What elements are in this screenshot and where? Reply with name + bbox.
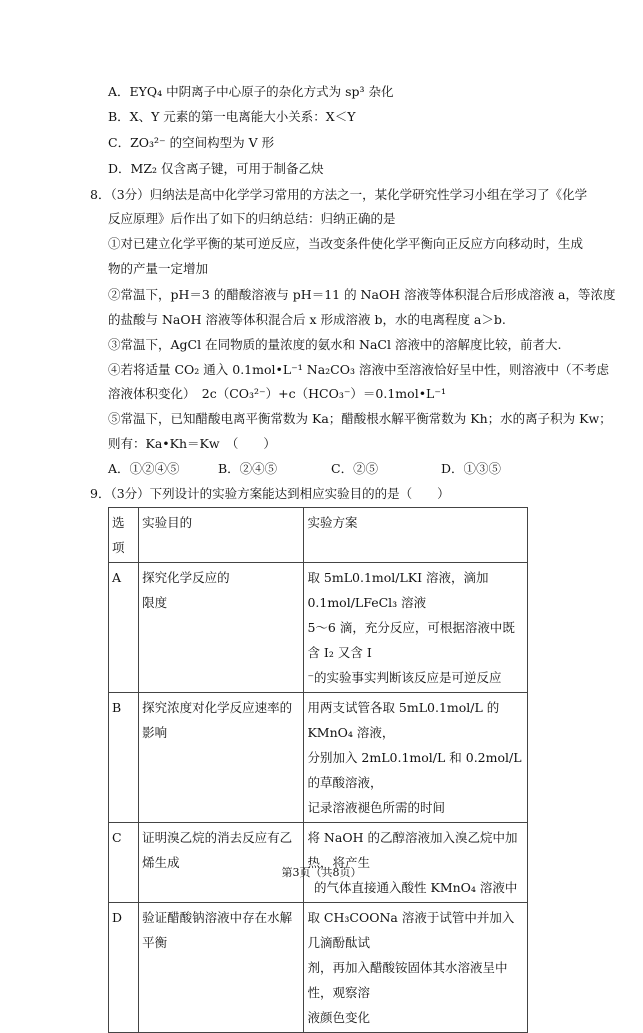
plan-line: ⁻的实验事实判断该反应是可逆反应 — [307, 670, 502, 685]
q8-statement-4a: ④若将适量 CO₂ 通入 0.1mol•L⁻¹ Na₂CO₃ 溶液中至溶液恰好呈中性，则溶液中（不考虑 — [108, 362, 609, 377]
header-goal: 实验目的 — [139, 508, 304, 563]
option-b-prev: B．X、Y 元素的第一电离能大小关系：X＜Y — [108, 109, 356, 124]
row-goal — [139, 563, 304, 693]
q8-statement-2b: 的盐酸与 NaOH 溶液等体积混合后 x 形成溶液 b，水的电离程度 a＞b. — [108, 312, 506, 327]
option-d-prev: D．MZ₂ 仅含离子键，可用于制备乙炔 — [108, 161, 324, 176]
row-option: D — [109, 903, 139, 1033]
row-goal — [139, 903, 304, 1033]
table-row — [109, 563, 528, 693]
goal-line: 烯生成 — [142, 855, 180, 870]
plan-line: 分别加入 2mL0.1mol/L 和 0.2mol/L 的草酸溶液， — [307, 750, 522, 790]
header-option: 选项 — [109, 508, 139, 563]
row-plan — [304, 693, 528, 823]
q8-statement-4b: 溶液体积变化） 2c（CO₃²⁻）+c（HCO₃⁻）＝0.1mol•L⁻¹ — [108, 386, 446, 401]
goal-line: 探究化学反应的 — [142, 570, 230, 585]
row-option: C — [109, 823, 139, 903]
q8-statement-1a: ①对已建立化学平衡的某可逆反应，当改变条件使化学平衡向正反应方向移动时，生成 — [108, 236, 584, 251]
q8-stem-line1: 8．（3分）归纳法是高中化学学习常用的方法之一，某化学研究性学习小组在学习了《化学 — [90, 187, 588, 202]
option-a-prev: A．EYQ₄ 中阴离子中心原子的杂化方式为 sp³ 杂化 — [108, 84, 394, 99]
option-c-prev: C．ZO₃²⁻ 的空间构型为 V 形 — [108, 135, 275, 150]
q8-statement-5a: ⑤常温下，已知醋酸电离平衡常数为 Ka；醋酸根水解平衡常数为 Kh；水的离子积为 Kw； — [108, 411, 612, 426]
plan-line: 的气体直接通入酸性 KMnO₄ 溶液中 — [314, 880, 518, 895]
q8-choice-d[interactable]: D．①③⑤ — [441, 461, 502, 476]
q8-stem-line2: 反应原理》后作出了如下的归纳总结：归纳正确的是 — [108, 211, 396, 226]
plan-line: 剂，再加入醋酸铵固体其水溶液呈中性，观察溶 — [307, 960, 508, 1000]
q8-choice-b[interactable]: B．②④⑤ — [218, 461, 278, 476]
goal-line: 证明溴乙烷的消去反应有乙 — [142, 830, 293, 845]
plan-line: 取 CH₃COONa 溶液于试管中并加入几滴酚酞试 — [307, 910, 515, 950]
q8-choice-a[interactable]: A．①②④⑤ — [108, 461, 180, 476]
q8-statement-2a: ②常温下，pH＝3 的醋酸溶液与 pH＝11 的 NaOH 溶液等体积混合后形成溶液 a，等浓度 — [108, 287, 616, 302]
row-plan — [304, 563, 528, 693]
table-header-row — [109, 508, 528, 563]
goal-line: 平衡 — [142, 935, 168, 950]
table-row — [109, 823, 528, 903]
goal-line: 限度 — [142, 595, 168, 610]
table-row — [109, 693, 528, 823]
q8-choice-c[interactable]: C．②⑤ — [331, 461, 379, 476]
goal-line: 影响 — [142, 725, 168, 740]
row-option: B — [109, 693, 139, 823]
q9-stem: 9．（3分）下列设计的实验方案能达到相应实验目的的是（ ） — [90, 486, 450, 501]
plan-line: 取 5mL0.1mol/LKI 溶液，滴加 0.1mol/LFeCl₃ 溶液 — [307, 570, 489, 610]
plan-line: 将 NaOH 的乙醇溶液加入溴乙烷中加热，将产生 — [307, 830, 518, 870]
plan-line: 5～6 滴，充分反应，可根据溶液中既含 I₂ 又含 I — [307, 620, 515, 660]
experiment-table — [108, 507, 528, 1033]
row-plan — [304, 903, 528, 1033]
q8-statement-5b: 则有：Ka•Kh＝Kw （ ） — [108, 436, 276, 451]
page-footer: 第3页（共8页） — [281, 866, 362, 879]
table-row — [109, 903, 528, 1033]
goal-line: 验证醋酸钠溶液中存在水解 — [142, 910, 293, 925]
row-goal — [139, 693, 304, 823]
q8-statement-1b: 物的产量一定增加 — [108, 261, 209, 276]
goal-line: 探究浓度对化学反应速率的 — [142, 700, 293, 715]
plan-line: 记录溶液褪色所需的时间 — [307, 800, 445, 815]
plan-line: 用两支试管各取 5mL0.1mol/L 的 KMnO₄ 溶液， — [307, 700, 500, 740]
row-goal — [139, 823, 304, 903]
plan-line: 液颜色变化 — [307, 1010, 370, 1025]
row-plan — [304, 823, 528, 903]
q8-statement-3: ③常温下，AgCl 在同物质的量浓度的氨水和 NaCl 溶液中的溶解度比较，前者大. — [108, 337, 562, 352]
row-option: A — [109, 563, 139, 693]
header-plan: 实验方案 — [304, 508, 528, 563]
